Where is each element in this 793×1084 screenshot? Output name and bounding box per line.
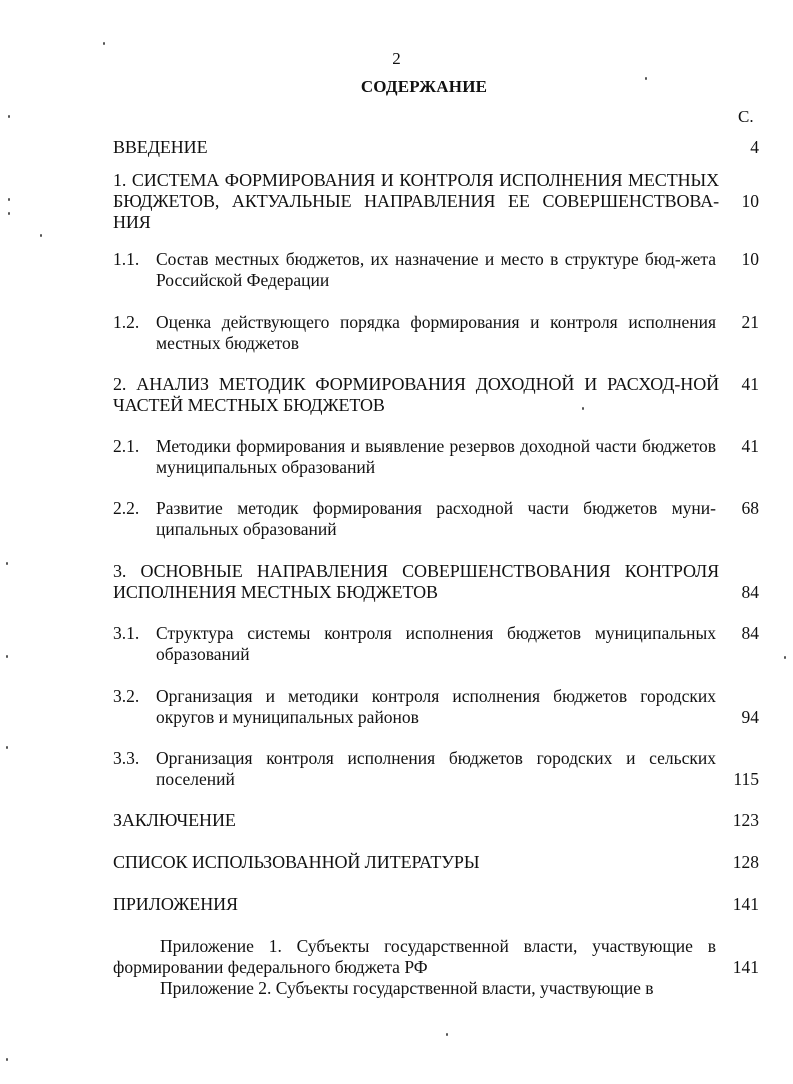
toc-entry-page: 115 xyxy=(733,769,759,789)
appendix-entry-text: Приложение 2. Субъекты государственной власти, участвующие в xyxy=(160,978,654,998)
page-title: СОДЕРЖАНИЕ xyxy=(360,77,488,96)
toc-entry-text: Состав местных бюджетов, их назначение и место в структуре бюд-жета Российской Федерации xyxy=(156,249,716,290)
toc-entry-text: 1. СИСТЕМА ФОРМИРОВАНИЯ И КОНТРОЛЯ ИСПОЛНЕНИЯ МЕСТНЫХ БЮДЖЕТОВ, АКТУАЛЬНЫЕ НАПРАВЛЕНИЯ ЕЕ СОВЕРШЕНСТВОВА-НИЯ xyxy=(113,170,719,232)
toc-entry-text: ЗАКЛЮЧЕНИЕ xyxy=(113,810,236,830)
toc-entry-text: 2. АНАЛИЗ МЕТОДИК ФОРМИРОВАНИЯ ДОХОДНОЙ И РАСХОД-НОЙ ЧАСТЕЙ МЕСТНЫХ БЮДЖЕТОВ xyxy=(113,374,719,415)
toc-entry-page: 84 xyxy=(741,623,759,643)
toc-entry-page: 41 xyxy=(741,436,759,456)
toc-entry-text: Организация и методики контроля исполнения бюджетов городских округов и муниципальных районов xyxy=(156,686,716,727)
toc-entry-text: Структура системы контроля исполнения бюджетов муниципальных образований xyxy=(156,623,716,664)
toc-entry-page: 10 xyxy=(741,191,759,211)
toc-entry-text: Методики формирования и выявление резервов доходной части бюджетов муниципальных образований xyxy=(156,436,716,477)
scan-speck xyxy=(645,77,647,80)
toc-entry-page: 84 xyxy=(741,582,759,602)
toc-entry-page: 21 xyxy=(741,312,759,332)
scan-speck xyxy=(446,1033,448,1036)
scan-speck xyxy=(8,212,10,215)
appendix-entry-page: 141 xyxy=(732,957,759,977)
scan-speck xyxy=(6,1058,8,1061)
toc-entry-page: 128 xyxy=(732,852,759,872)
toc-entry-number: 3.1. xyxy=(113,623,140,643)
scan-speck xyxy=(6,655,8,658)
toc-entry-page: 123 xyxy=(732,810,759,830)
scan-speck xyxy=(582,407,584,410)
toc-entry-page: 68 xyxy=(741,498,759,518)
toc-entry-text: ПРИЛОЖЕНИЯ xyxy=(113,894,238,914)
scan-speck xyxy=(8,115,10,118)
toc-entry-number: 2.2. xyxy=(113,498,140,518)
toc-entry-number: 1.2. xyxy=(113,312,140,332)
toc-entry-text: Оценка действующего порядка формирования и контроля исполнения местных бюджетов xyxy=(156,312,716,353)
toc-entry-number: 2.1. xyxy=(113,436,140,456)
scan-speck xyxy=(6,562,8,565)
page-number: 2 xyxy=(392,49,401,68)
appendix-entry-2[interactable] xyxy=(113,978,759,999)
toc-entry-page: 41 xyxy=(741,374,759,394)
toc-entry-number: 1.1. xyxy=(113,249,140,269)
toc-entry-text: ВВЕДЕНИЕ xyxy=(113,137,208,157)
toc-entry-text: 3. ОСНОВНЫЕ НАПРАВЛЕНИЯ СОВЕРШЕНСТВОВАНИЯ КОНТРОЛЯ ИСПОЛНЕНИЯ МЕСТНЫХ БЮДЖЕТОВ xyxy=(113,561,719,602)
scan-speck xyxy=(6,746,8,749)
toc-entry-text: Развитие методик формирования расходной части бюджетов муни-ципальных образований xyxy=(156,498,716,539)
toc-entry-text: СПИСОК ИСПОЛЬЗОВАННОЙ ЛИТЕРАТУРЫ xyxy=(113,852,480,872)
scan-speck xyxy=(103,42,105,45)
toc-entry-number: 3.2. xyxy=(113,686,140,706)
toc-entry-page: 10 xyxy=(741,249,759,269)
toc-entry-page: 141 xyxy=(732,894,759,914)
toc-entry-page: 94 xyxy=(741,707,759,727)
appendix-entry-text: Приложение 1. Субъекты государственной власти, участвующие в формировании федерального бюджета РФ xyxy=(113,936,716,977)
toc-entry-number: 3.3. xyxy=(113,748,140,768)
toc-entry-page: 4 xyxy=(750,137,759,157)
appendix-entry-1[interactable] xyxy=(113,936,759,978)
scan-speck xyxy=(784,656,786,659)
toc-entry-text: Организация контроля исполнения бюджетов городских и сельских поселений xyxy=(156,748,716,789)
pages-column-label: С. xyxy=(738,107,754,126)
scan-speck xyxy=(40,234,42,237)
scan-speck xyxy=(8,198,10,201)
